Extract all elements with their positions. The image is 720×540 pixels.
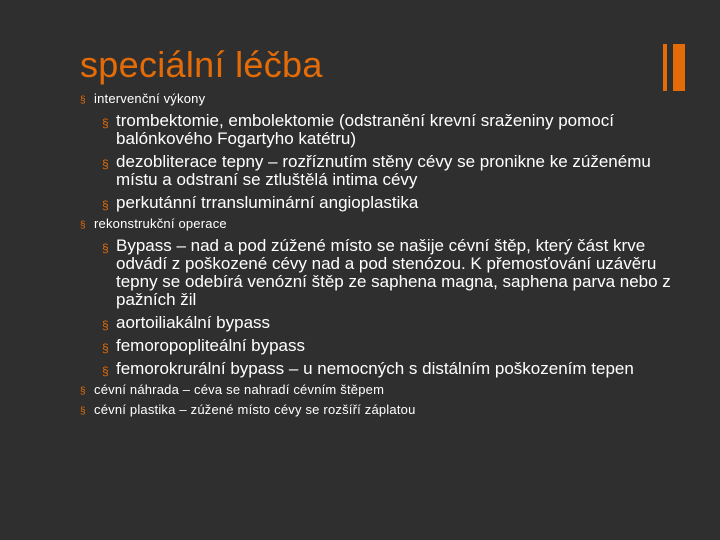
slide-body	[80, 91, 680, 418]
list-item-text: trombektomie, embolektomie (odstranění krevní sraženiny pomocí balónkového Fogartyho katétru)	[116, 111, 614, 148]
list-item-text: femoropopliteální bypass	[116, 336, 306, 355]
bullet-icon: §	[80, 95, 86, 106]
list-item-text: femorokrurální bypass – u nemocných s distálním poškozením tepen	[116, 359, 634, 378]
list-item	[80, 216, 680, 232]
list-item	[80, 382, 680, 398]
bullet-icon: §	[102, 116, 109, 130]
bullet-icon: §	[102, 364, 109, 378]
bullet-icon: §	[102, 318, 109, 332]
list-item-text: dezobliterace tepny – rozříznutím stěny cévy se pronikne ke zúženému místu a odstraní se ztluštělá intima cévy	[116, 152, 651, 189]
accent-bar-thick	[673, 44, 685, 91]
list-item-text: cévní náhrada – céva se nahradí cévním štěpem	[94, 382, 385, 397]
list-item	[80, 153, 680, 189]
bullet-icon: §	[102, 341, 109, 355]
list-item-text: perkutánní trransluminární angioplastika	[116, 193, 419, 212]
slide-title: speciální léčba	[80, 44, 323, 85]
bullet-icon: §	[80, 386, 86, 397]
bullet-icon: §	[80, 406, 86, 417]
list-item	[80, 360, 680, 378]
list-item-text: rekonstrukční operace	[94, 216, 227, 231]
list-item	[80, 91, 680, 107]
list-item	[80, 402, 680, 418]
list-item	[80, 314, 680, 332]
bullet-icon: §	[102, 198, 109, 212]
list-item-text: cévní plastika – zúžené místo cévy se rozšíří záplatou	[94, 402, 416, 417]
list-item	[80, 337, 680, 355]
list-item-text: Bypass – nad a pod zúžené místo se našije cévní štěp, který část krve odvádí z poškozené cévy nad a pod stenózou. K přemosťování uzávěru tepny se odebírá venózní štěp ze saphena magna, saphena parva nebo z pažních žil	[116, 236, 671, 309]
list-item	[80, 237, 680, 309]
list-item	[80, 112, 680, 148]
bullet-icon: §	[102, 157, 109, 171]
list-item	[80, 194, 680, 212]
accent-bar-thin	[663, 44, 667, 91]
bullet-icon: §	[80, 220, 86, 231]
list-item-text: intervenční výkony	[94, 91, 206, 106]
list-item-text: aortoiliakální bypass	[116, 313, 271, 332]
bullet-icon: §	[102, 241, 109, 255]
